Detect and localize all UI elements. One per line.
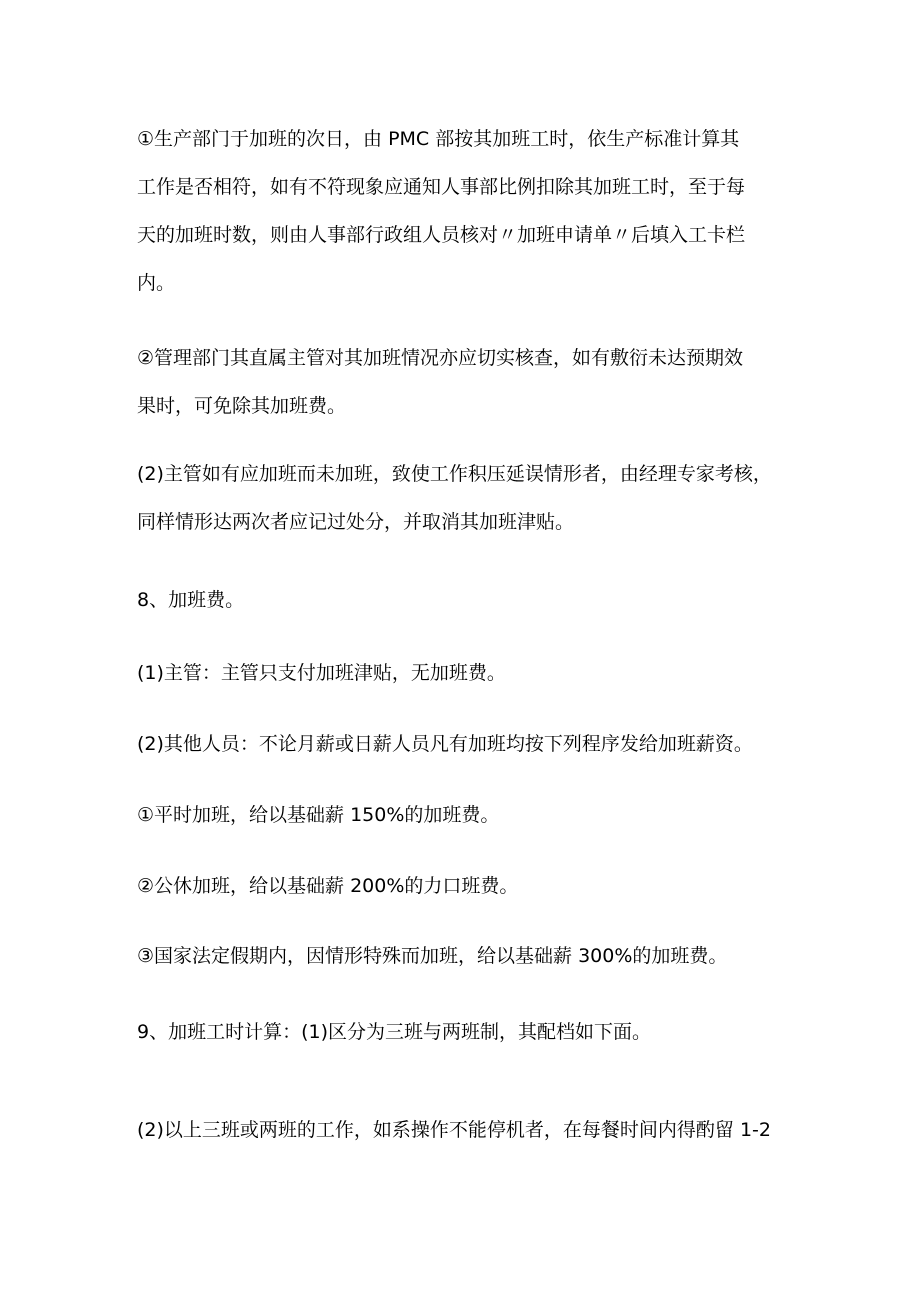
- text-line: (2)其他人员：不论月薪或日薪人员凡有加班均按下列程序发给加班薪资。: [137, 733, 753, 755]
- text-line: (1)主管：主管只支付加班津贴，无加班费。: [137, 662, 506, 684]
- paragraph-other-staff-pay: [137, 726, 797, 762]
- list-item-weekday-overtime: [137, 797, 797, 833]
- section-heading-overtime-pay: [137, 582, 797, 618]
- text-line: ①平时加班，给以基础薪 150%的加班费。: [137, 804, 500, 826]
- paragraph-supervisor-penalty: [137, 450, 797, 546]
- text-line: ③国家法定假期内，因情形特殊而加班，给以基础薪 300%的加班费。: [137, 945, 728, 967]
- list-item-rest-day-overtime: [137, 868, 797, 904]
- text-line: 果时，可免除其加班费。: [137, 395, 347, 417]
- text-line: 同样情形达两次者应记过处分，并取消其加班津贴。: [137, 511, 575, 533]
- paragraph-management-overtime-check: [137, 334, 797, 430]
- paragraph-production-overtime-check: [137, 115, 797, 307]
- text-line: ②管理部门其直属主管对其加班情况亦应切实核查，如有敷衍未达预期效: [137, 347, 744, 369]
- text-line: 9、加班工时计算：(1)区分为三班与两班制，其配档如下面。: [137, 1021, 652, 1043]
- section-heading-overtime-hours: [137, 1014, 797, 1050]
- paragraph-supervisor-pay: [137, 655, 797, 691]
- text-line: ②公休加班，给以基础薪 200%的力口班费。: [137, 875, 519, 897]
- text-line: 天的加班时数，则由人事部行政组人员核对〃加班申请单〃后填入工卡栏: [137, 224, 746, 246]
- text-line: ①生产部门于加班的次日，由 PMC 部按其加班工时，依生产标准计算其: [137, 128, 740, 150]
- text-line: (2)以上三班或两班的工作，如系操作不能停机者，在每餐时间内得酌留 1-2: [137, 1119, 771, 1141]
- text-line: 内。: [137, 272, 176, 294]
- paragraph-shift-meal-time: [137, 1112, 797, 1148]
- list-item-holiday-overtime: [137, 938, 797, 974]
- text-line: 工作是否相符，如有不符现象应通知人事部比例扣除其加班工时，至于每: [137, 176, 746, 198]
- text-line: (2)主管如有应加班而未加班，致使工作积压延误情形者，由经理专家考核，: [137, 463, 772, 485]
- text-line: 8、加班费。: [137, 589, 245, 611]
